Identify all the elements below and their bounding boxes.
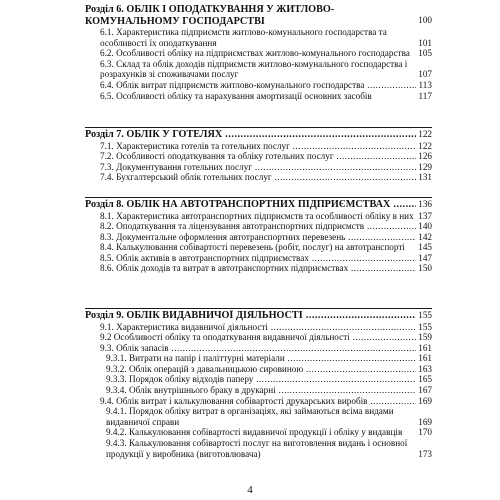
entry-text: 7.4. Бухгалтерський облік готельних послуг ..... xyxy=(100,172,416,183)
section-heading xyxy=(85,198,432,211)
entry-text: 6.2. Особливості обліку на підприємствах житлово-комунального господарства xyxy=(100,48,410,59)
toc-entry xyxy=(85,162,432,173)
toc-entry xyxy=(85,343,432,354)
entry-text: 8.3. Документальне оформлення автотранспортних перевезень ..... xyxy=(100,232,416,243)
entry-text: 9.3.4. Облік внутрішнього браку в друкарні ..... xyxy=(106,385,416,396)
entry-page: 161 xyxy=(418,342,432,353)
entry-page: 165 xyxy=(418,374,432,385)
toc-entry xyxy=(85,91,432,102)
entry-page: 169 xyxy=(418,395,432,406)
entry-page: 163 xyxy=(418,363,432,374)
entry-text: 6.1. Характеристика підприємств житлово-комунального господарства та особливості їх оподаткування xyxy=(100,27,387,48)
toc-entry xyxy=(85,427,432,438)
toc-entry xyxy=(85,80,432,91)
toc-entry xyxy=(85,27,432,48)
toc-entry xyxy=(85,211,432,222)
toc-entry xyxy=(85,221,432,232)
entry-page: 137 xyxy=(418,210,432,221)
entry-text: 8.2. Оподаткування та ліцензування автотранспортних підприємств ..... xyxy=(100,221,416,232)
entry-page: 161 xyxy=(418,353,432,364)
entry-page: 155 xyxy=(418,321,432,332)
entry-page: 140 xyxy=(418,221,432,232)
section-title: Розділ 6. ОБЛІК І ОПОДАТКУВАННЯ У ЖИТЛОВО-КОМУНАЛЬНОМУ ГОСПОДАРСТВІ xyxy=(85,4,335,27)
entry-page: 167 xyxy=(418,385,432,396)
section-page: 100 xyxy=(418,15,432,25)
toc-entry xyxy=(85,151,432,162)
toc-entry xyxy=(85,374,432,385)
entry-page: 101 xyxy=(418,37,432,48)
entry-page: 142 xyxy=(418,231,432,242)
entry-text: 9.3. Облік запасів ..... xyxy=(100,343,416,354)
entry-text: 9.4. Облік витрат і калькулювання собівартості друкарських виробів ..... xyxy=(100,396,416,407)
toc-entry xyxy=(85,141,432,152)
entry-text: 6.3. Склад та облік доходів підприємств житлово-комунального господарства і розрахунків зі споживачами послуг xyxy=(100,58,408,80)
toc-entry xyxy=(85,364,432,375)
entry-page: 122 xyxy=(418,140,432,151)
entry-page: 147 xyxy=(418,252,432,263)
entry-text: 9.4.1. Порядок обліку витрат в організаціях, які займаються всіма видами видавничої справи xyxy=(106,406,394,427)
toc-entry xyxy=(85,385,432,396)
toc-entry xyxy=(85,48,432,59)
entry-text: 9.1. Характеристика видавничої діяльності ..... xyxy=(100,322,416,333)
entry-page: 145 xyxy=(418,242,432,253)
entry-text: 6.5. Особливості обліку та нарахування амортизації основних засобів xyxy=(100,90,372,101)
section-page: 136 xyxy=(418,199,432,209)
entry-text: 8.5. Облік активів в автотранспортних підприємствах ..... xyxy=(100,253,416,264)
page-number: 4 xyxy=(247,484,253,496)
entry-text: 9.4.3. Калькулювання собівартості послуг на виготовлення видань і основної продукції у виробника (виготовлювача) xyxy=(106,438,408,459)
section-6 xyxy=(85,3,432,101)
entry-text: 9.3.2. Облік операцій з давальницькою сировиною ..... xyxy=(106,364,416,375)
toc-entry xyxy=(85,263,432,274)
entry-text: 9.3.1. Витрати на папір і паліттурні матеріали ..... xyxy=(106,353,416,364)
section-title: Розділ 9. ОБЛІК ВИДАВНИЧОЇ ДІЯЛЬНОСТІ ..... xyxy=(85,310,416,322)
toc-entry xyxy=(85,396,432,407)
entry-text: 7.2. Особливості оподаткування та обліку готельних послуг ..... xyxy=(100,151,416,162)
section-7 xyxy=(85,127,432,183)
section-page: 122 xyxy=(418,129,432,139)
entry-text: 8.4. Калькулювання собівартості перевезень (робіт, послуг) на автотранспорті xyxy=(100,242,405,253)
section-title: Розділ 7. ОБЛІК У ГОТЕЛЯХ ..... xyxy=(85,129,416,141)
toc-entry xyxy=(85,353,432,364)
entry-text: 9.4.2. Калькулювання собівартості видавничої продукції і обліку у видавців xyxy=(106,427,403,438)
section-title: Розділ 8. ОБЛІК НА АВТОТРАНСПОРТНИХ ПІДПРИЄМСТВАХ ..... xyxy=(85,199,416,211)
entry-page: 131 xyxy=(418,172,432,183)
entry-text: 7.3. Документування готельних послуг ..... xyxy=(100,162,416,173)
entry-page: 169 xyxy=(418,416,432,427)
entry-page: 170 xyxy=(418,427,432,438)
toc-entry xyxy=(85,438,432,459)
toc-entry xyxy=(85,332,432,343)
section-heading xyxy=(85,128,432,141)
toc-entry xyxy=(85,232,432,243)
entry-text: 9.3.3. Порядок обліку відходів паперу ..... xyxy=(106,374,416,385)
entry-page: 126 xyxy=(418,151,432,162)
section-heading xyxy=(85,3,432,27)
section-heading xyxy=(85,309,432,322)
entry-text: 8.1. Характеристика автотранспортних підприємств та особливості обліку в них xyxy=(100,210,414,221)
toc-entry xyxy=(85,59,432,80)
toc-entry xyxy=(85,172,432,183)
entry-page: 107 xyxy=(418,69,432,80)
section-8 xyxy=(85,197,432,274)
toc-entry xyxy=(85,406,432,427)
entry-page: 105 xyxy=(418,48,432,59)
entry-text: 6.4. Облік витрат підприємств житлово-комунального господарства ..... xyxy=(100,80,416,91)
section-9 xyxy=(85,308,432,459)
entry-page: 113 xyxy=(418,79,432,90)
entry-page: 129 xyxy=(418,161,432,172)
entry-page: 173 xyxy=(418,448,432,459)
toc-entry xyxy=(85,322,432,333)
toc-entry xyxy=(85,253,432,264)
toc-entry xyxy=(85,242,432,253)
entry-page: 117 xyxy=(418,90,432,101)
entry-page: 150 xyxy=(418,263,432,274)
entry-page: 159 xyxy=(418,332,432,343)
entry-text: 8.6. Облік доходів та витрат в автотранспортних підприємствах ..... xyxy=(100,263,416,274)
entry-text: 9.2 Особливості обліку та оподаткування видавничої діяльності ..... xyxy=(100,332,416,343)
section-page: 155 xyxy=(418,310,432,320)
entry-text: 7.1. Характеристика готелів та готельних послуг ..... xyxy=(100,141,416,152)
